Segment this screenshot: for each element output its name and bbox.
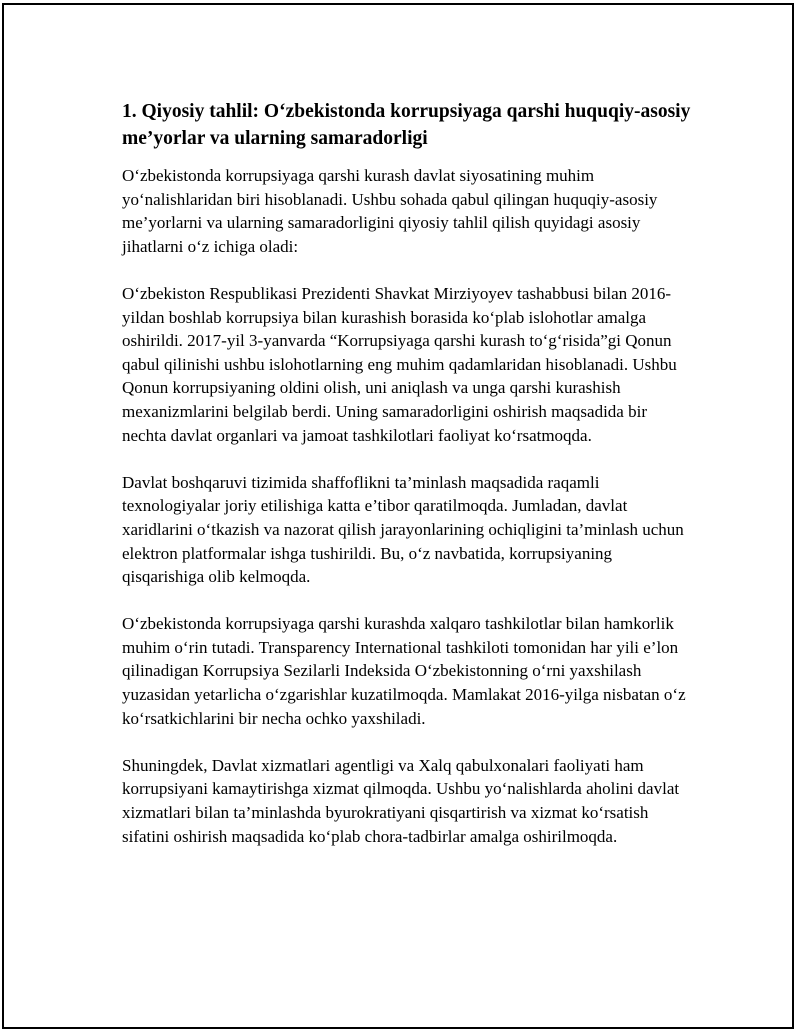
paragraph-digital: Davlat boshqaruvi tizimida shaffoflikni ta’minlash maqsadida raqamli texnologiyalar joriy etilishiga katta e’tibor qaratilmoqda. Jumladan, davlat xaridlarini o‘tkazish va nazorat qilish jarayonlarining ochiqligini ta’minlash uchun elektron platformalar ishga tushirildi. Bu, o‘z navbatida, korrupsiyaning qisqarishiga olib kelmoqda.	[122, 472, 684, 587]
section-heading: 1. Qiyosiy tahlil: O‘zbekistonda korrupsiyaga qarshi huquqiy-asosiy me’yorlar va ularning samaradorligi	[122, 101, 691, 149]
page-frame	[2, 3, 794, 1029]
paragraph-public-services: Shuningdek, Davlat xizmatlari agentligi va Xalq qabulxonalari faoliyati ham korrupsiyani kamaytirishga xizmat qilmoqda. Ushbu yo‘nalishlarda aholini davlat xizmatlari bilan ta’minlashda byurokratiyani qisqartirish va xizmat ko‘rsatish sifatini oshirish maqsadida ko‘plab chora-tadbirlar amalga oshirilmoqda.	[122, 755, 680, 846]
paragraph-law: O‘zbekiston Respublikasi Prezidenti Shavkat Mirziyoyev tashabbusi bilan 2016-yildan boshlab korrupsiya bilan kurashish borasida ko‘plab islohotlar amalga oshirildi. 2017-yil 3-yanvarda “Korrupsiyaga qarshi kurash to‘g‘risida”gi Qonun qabul qilinishi ushbu islohotlarning eng muhim qadamlaridan hisoblanadi. Ushbu Qonun korrupsiyaning oldini olish, uni aniqlash va unga qarshi kurashish mexanizmlarini belgilab berdi. Uning samaradorligini oshirish maqsadida bir nechta davlat organlari va jamoat tashkilotlari faoliyat ko‘rsatmoqda.	[122, 283, 677, 445]
document-body	[122, 98, 692, 872]
paragraph-international: O‘zbekistonda korrupsiyaga qarshi kurashda xalqaro tashkilotlar bilan hamkorlik muhim o‘rin tutadi. Transparency International tashkiloti tomonidan har yili e’lon qilinadigan Korrupsiya Sezilarli Indeksida O‘zbekistonning o‘rni yaxshilash yuzasidan yetarlicha o‘zgarishlar kuzatilmoqda. Mamlakat 2016-yilga nisbatan o‘z ko‘rsatkichlarini bir necha ochko yaxshiladi.	[122, 614, 686, 728]
paragraph-intro: O‘zbekistonda korrupsiyaga qarshi kurash davlat siyosatining muhim yo‘nalishlaridan biri hisoblanadi. Ushbu sohada qabul qilingan huquqiy-asosiy me’yorlarni va ularning samaradorligini qiyosiy tahlil qilish quyidagi asosiy jihatlarni o‘z ichiga oladi:	[122, 166, 658, 256]
